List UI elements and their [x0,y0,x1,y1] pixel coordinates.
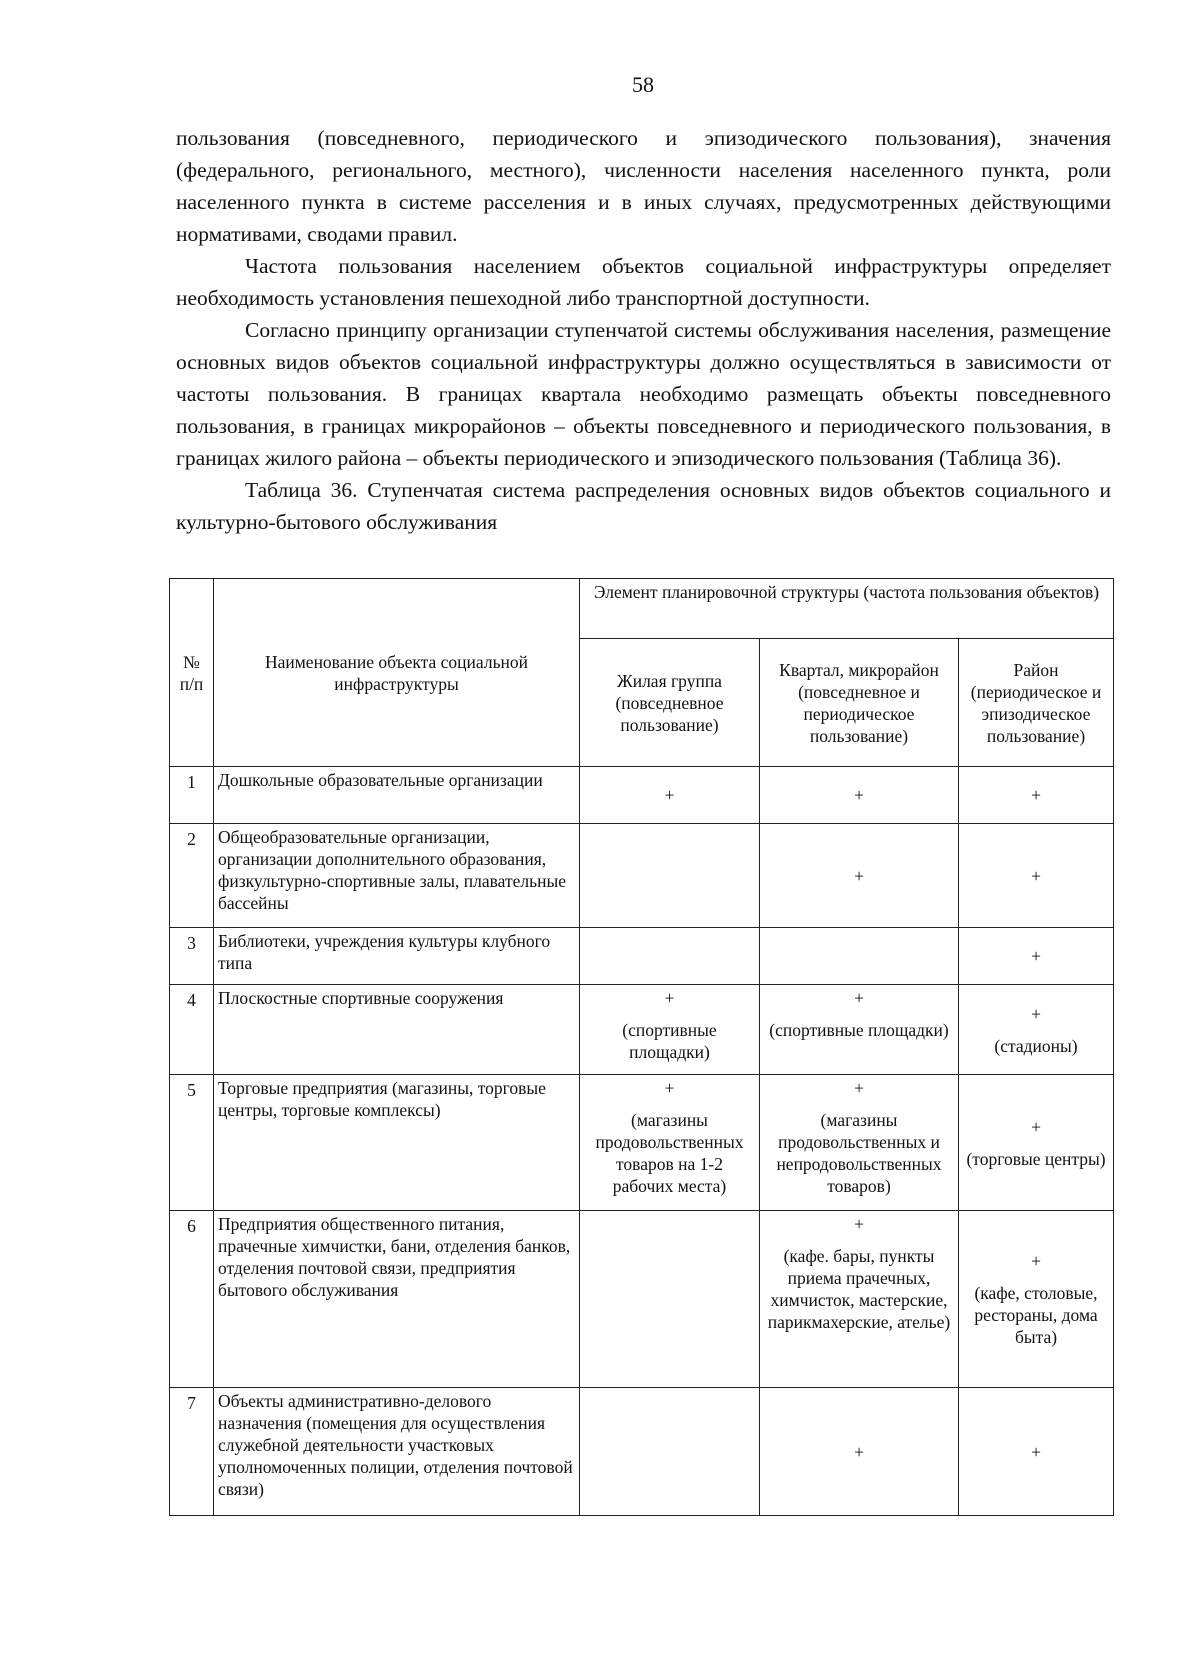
cell-col3 [959,985,1114,1075]
cell-note: (торговые центры) [966,1148,1106,1169]
table-row [170,767,1114,824]
row-num: 1 [170,767,214,824]
cell-col2: + [760,1388,959,1516]
body-text [176,122,1111,538]
plus-mark: + [1031,1003,1041,1024]
header-col1: Жилая группа (повседневное пользование) [580,639,760,767]
row-num: 2 [170,824,214,928]
cell-col3 [959,1075,1114,1211]
plus-mark: + [664,1078,675,1098]
table-row [170,1075,1114,1211]
cell-col3: + [959,767,1114,824]
plus-mark: + [664,988,675,1008]
table-row [170,928,1114,985]
row-name: Торговые предприятия (магазины, торговые центры, торговые комплексы) [214,1075,580,1211]
row-name: Дошкольные образовательные организации [214,767,580,824]
row-name: Плоскостные спортивные сооружения [214,985,580,1075]
cell-col1 [580,1075,760,1211]
row-name: Объекты административно-делового назначения (помещения для осуществления служебной деятельности участковых уполномоченных полиции, отделения почтовой связи) [214,1388,580,1516]
row-num: 5 [170,1075,214,1211]
header-col2: Квартал, микрорайон (повседневное и периодическое пользование) [760,639,959,767]
cell-col3: + [959,824,1114,928]
row-num: 4 [170,985,214,1075]
plus-mark: + [854,1214,864,1234]
distribution-table [169,578,1114,1516]
row-name: Библиотеки, учреждения культуры клубного типа [214,928,580,985]
row-num: 7 [170,1388,214,1516]
cell-col3: + [959,928,1114,985]
row-num: 3 [170,928,214,985]
paragraph: пользования (повседневного, периодического и эпизодического пользования), значения (федерального, регионального, местного), численности населения населенного пункта, роли населенного пункта в системе расселения и в иных случаях, предусмотренных действующими нормативами, сводами правил. [176,126,1111,246]
header-name: Наименование объекта социальной инфраструктуры [214,579,580,767]
table-row [170,1211,1114,1388]
cell-col1: + [580,767,760,824]
paragraph: Частота пользования населением объектов социальной инфраструктуры определяет необходимость установления пешеходной либо транспортной доступности. [176,254,1111,310]
cell-note: (спортивные площадки) [622,1020,717,1062]
page-number: 58 [632,72,654,97]
cell-note: (магазины продовольственных товаров на 1-2 рабочих места) [595,1110,744,1196]
header-col3: Район (периодическое и эпизодическое пользование) [959,639,1114,767]
cell-col3 [959,1211,1114,1388]
header-num: № п/п [170,579,214,767]
table-row [170,985,1114,1075]
cell-col2 [760,1211,959,1388]
plus-mark: + [854,1078,864,1098]
cell-col1 [580,985,760,1075]
cell-note: (кафе. бары, пункты приема прачечных, химчисток, мастерские, парикмахерские, ателье) [767,1246,951,1332]
cell-col1 [580,1388,760,1516]
header-group: Элемент планировочной структуры (частота пользования объектов) [580,579,1114,639]
cell-note: (спортивные площадки) [769,1020,949,1040]
cell-col2: + [760,767,959,824]
row-num: 6 [170,1211,214,1388]
cell-note: (стадионы) [994,1035,1078,1056]
plus-mark: + [1031,1116,1041,1137]
paragraph: Согласно принципу организации ступенчатой системы обслуживания населения, размещение основных видов объектов социальной инфраструктуры должно осуществляться в зависимости от частоты пользования. В границах квартала необходимо размещать объекты повседневного пользования, в границах микрорайонов – объекты повседневного и периодического пользования, в границах жилого района – объекты периодического и эпизодического пользования (Таблица 36). [176,318,1111,470]
table-row [170,1388,1114,1516]
cell-col2 [760,928,959,985]
cell-col2 [760,985,959,1075]
plus-mark: + [854,988,864,1008]
plus-mark: + [1031,1251,1041,1271]
cell-note: (кафе, столовые, рестораны, дома быта) [974,1283,1098,1347]
row-name: Общеобразовательные организации, организации дополнительного образования, физкультурно-спортивные залы, плавательные бассейны [214,824,580,928]
table-caption: Таблица 36. Ступенчатая система распределения основных видов объектов социального и культурно-бытового обслуживания [176,478,1111,534]
cell-col3: + [959,1388,1114,1516]
cell-col1 [580,1211,760,1388]
cell-col1 [580,928,760,985]
cell-col2: + [760,824,959,928]
cell-col2 [760,1075,959,1211]
cell-note: (магазины продовольственных и непродовольственных товаров) [776,1110,942,1196]
cell-col1 [580,824,760,928]
row-name: Предприятия общественного питания, прачечные химчистки, бани, отделения банков, отделения почтовой связи, предприятия бытового обслуживания [214,1211,580,1388]
table-row [170,824,1114,928]
